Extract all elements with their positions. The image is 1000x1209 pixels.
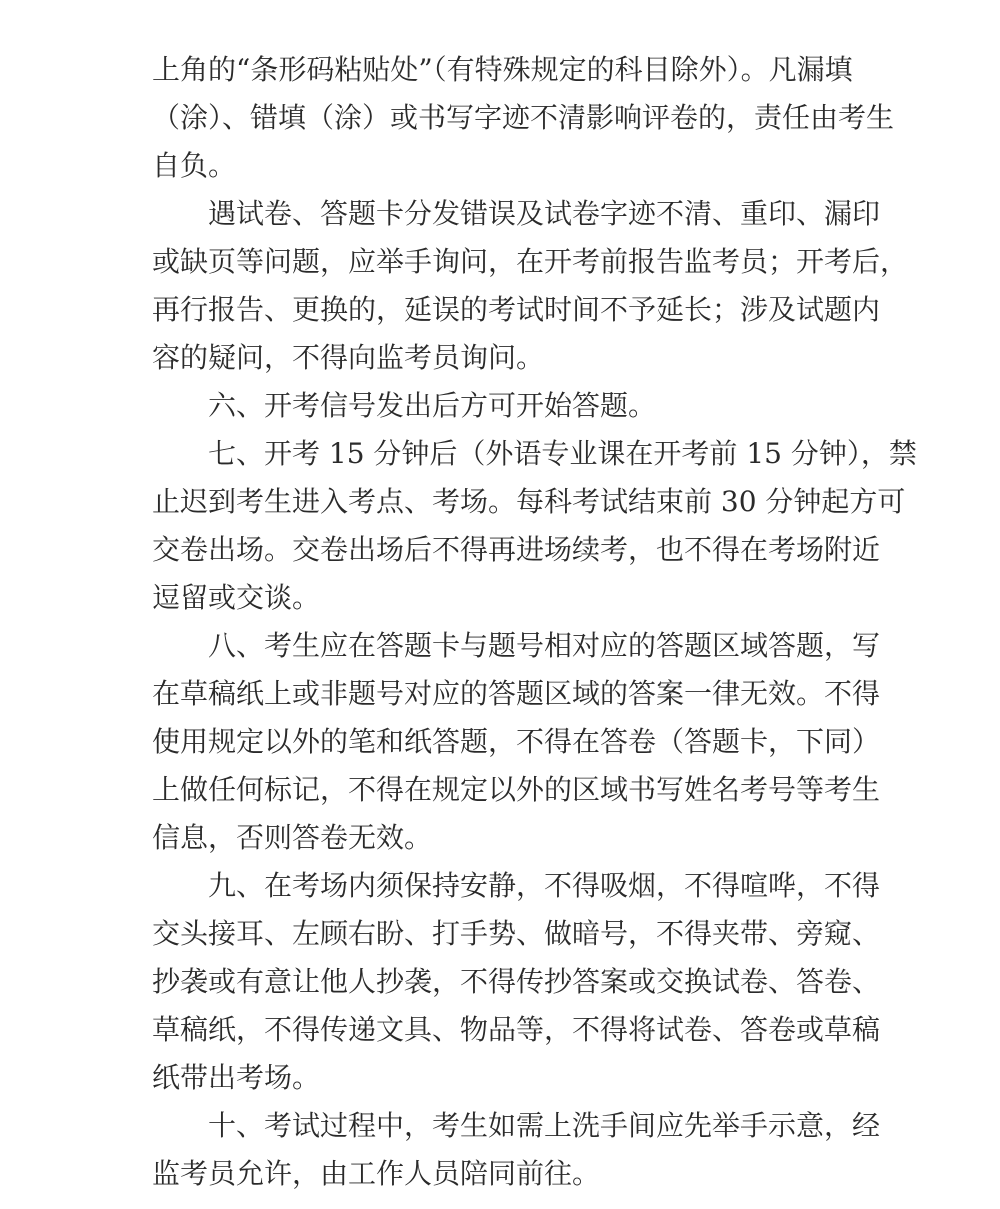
text-line: 草稿纸，不得传递文具、物品等，不得将试卷、答卷或草稿 (152, 1013, 881, 1046)
text-line: 上做任何标记，不得在规定以外的区域书写姓名考号等考生 (152, 773, 881, 806)
text-line: 交卷出场。交卷出场后不得再进场续考，也不得在考场附近 (152, 533, 881, 566)
text-line: （涂）、错填（涂）或书写字迹不清影响评卷的，责任由考生 (152, 101, 895, 134)
text-line: 遇试卷、答题卡分发错误及试卷字迹不清、重印、漏印 (208, 197, 881, 230)
text-line: 使用规定以外的笔和纸答题，不得在答卷（答题卡，下同） (152, 725, 881, 758)
text-line: 自负。 (152, 149, 237, 182)
text-line: 容的疑问，不得向监考员询问。 (152, 341, 545, 374)
text-line: 交头接耳、左顾右盼、打手势、做暗号，不得夹带、旁窥、 (152, 917, 881, 950)
text-line: 再行报告、更换的，延误的考试时间不予延长；涉及试题内 (152, 293, 881, 326)
text-line: 止迟到考生进入考点、考场。每科考试结束前 30 分钟起方可 (152, 485, 906, 518)
text-line: 在草稿纸上或非题号对应的答题区域的答案一律无效。不得 (152, 677, 881, 710)
text-line: 监考员允许，由工作人员陪同前往。 (152, 1157, 601, 1190)
text-line: 十、考试过程中，考生如需上洗手间应先举手示意，经 (208, 1109, 881, 1142)
text-line: 纸带出考场。 (152, 1061, 321, 1094)
text-line: 六、开考信号发出后方可开始答题。 (208, 389, 657, 422)
text-line: 九、在考场内须保持安静，不得吸烟，不得喧哗，不得 (208, 869, 881, 902)
text-line: 七、开考 15 分钟后（外语专业课在开考前 15 分钟），禁 (208, 437, 917, 470)
text-line: 上角的“条形码粘贴处”（有特殊规定的科目除外）。凡漏填 (152, 53, 853, 86)
text-line: 信息，否则答卷无效。 (152, 821, 433, 854)
text-line: 八、考生应在答题卡与题号相对应的答题区域答题，写 (208, 629, 881, 662)
text-line: 抄袭或有意让他人抄袭，不得传抄答案或交换试卷、答卷、 (152, 965, 881, 998)
text-line: 逗留或交谈。 (152, 581, 321, 614)
text-line: 或缺页等问题，应举手询问，在开考前报告监考员；开考后， (152, 245, 909, 278)
